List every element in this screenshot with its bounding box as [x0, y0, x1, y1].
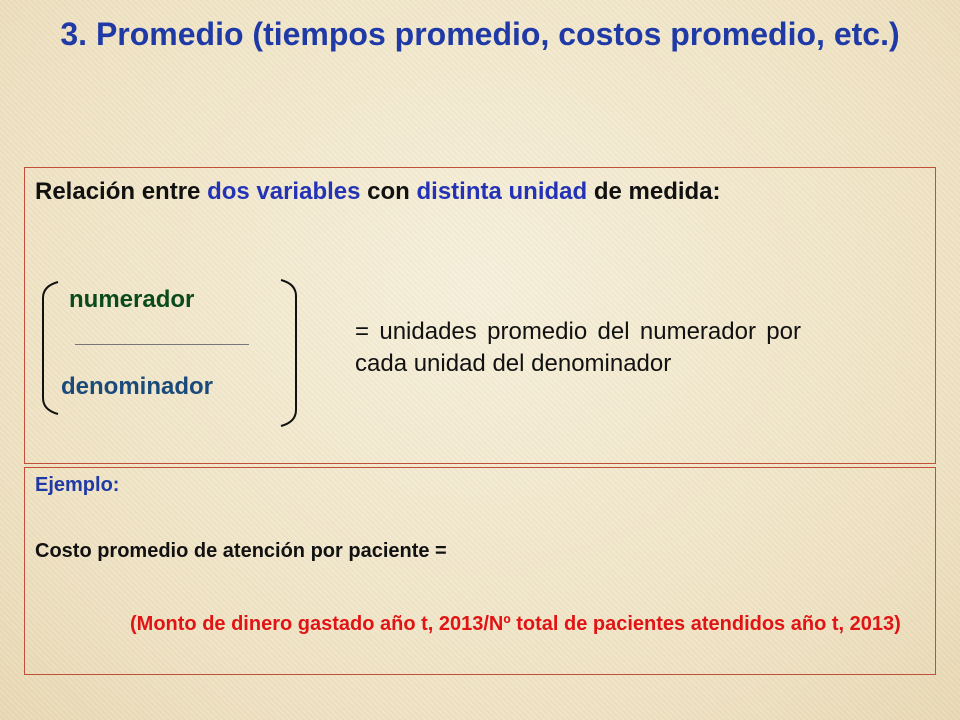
- fraction-line: [75, 344, 249, 345]
- denominator-label: denominador: [61, 373, 214, 400]
- intro-text-2: con: [360, 178, 417, 205]
- left-bracket-icon: [39, 280, 61, 416]
- definition-box: [24, 167, 936, 464]
- highlight-different-unit: distinta unidad: [416, 178, 588, 205]
- definition-intro: [35, 176, 925, 208]
- example-formula: Costo promedio de atención por paciente =: [35, 540, 447, 562]
- numerator-label: numerador: [69, 286, 195, 313]
- right-bracket-icon: [278, 278, 300, 428]
- intro-text-3: de medida:: [587, 178, 721, 205]
- example-detail: (Monto de dinero gastado año t, 2013/Nº total de pacientes atendidos año t, 2013): [130, 613, 901, 635]
- intro-text-1: Relación entre: [35, 178, 208, 205]
- highlight-two-variables: dos variables: [207, 178, 361, 205]
- example-label: Ejemplo:: [35, 474, 120, 496]
- slide-title: 3. Promedio (tiempos promedio, costos promedio, etc.): [60, 16, 900, 52]
- example-box: [24, 467, 936, 675]
- definition-text: = unidades promedio del numerador por cada unidad del denominador: [355, 318, 801, 377]
